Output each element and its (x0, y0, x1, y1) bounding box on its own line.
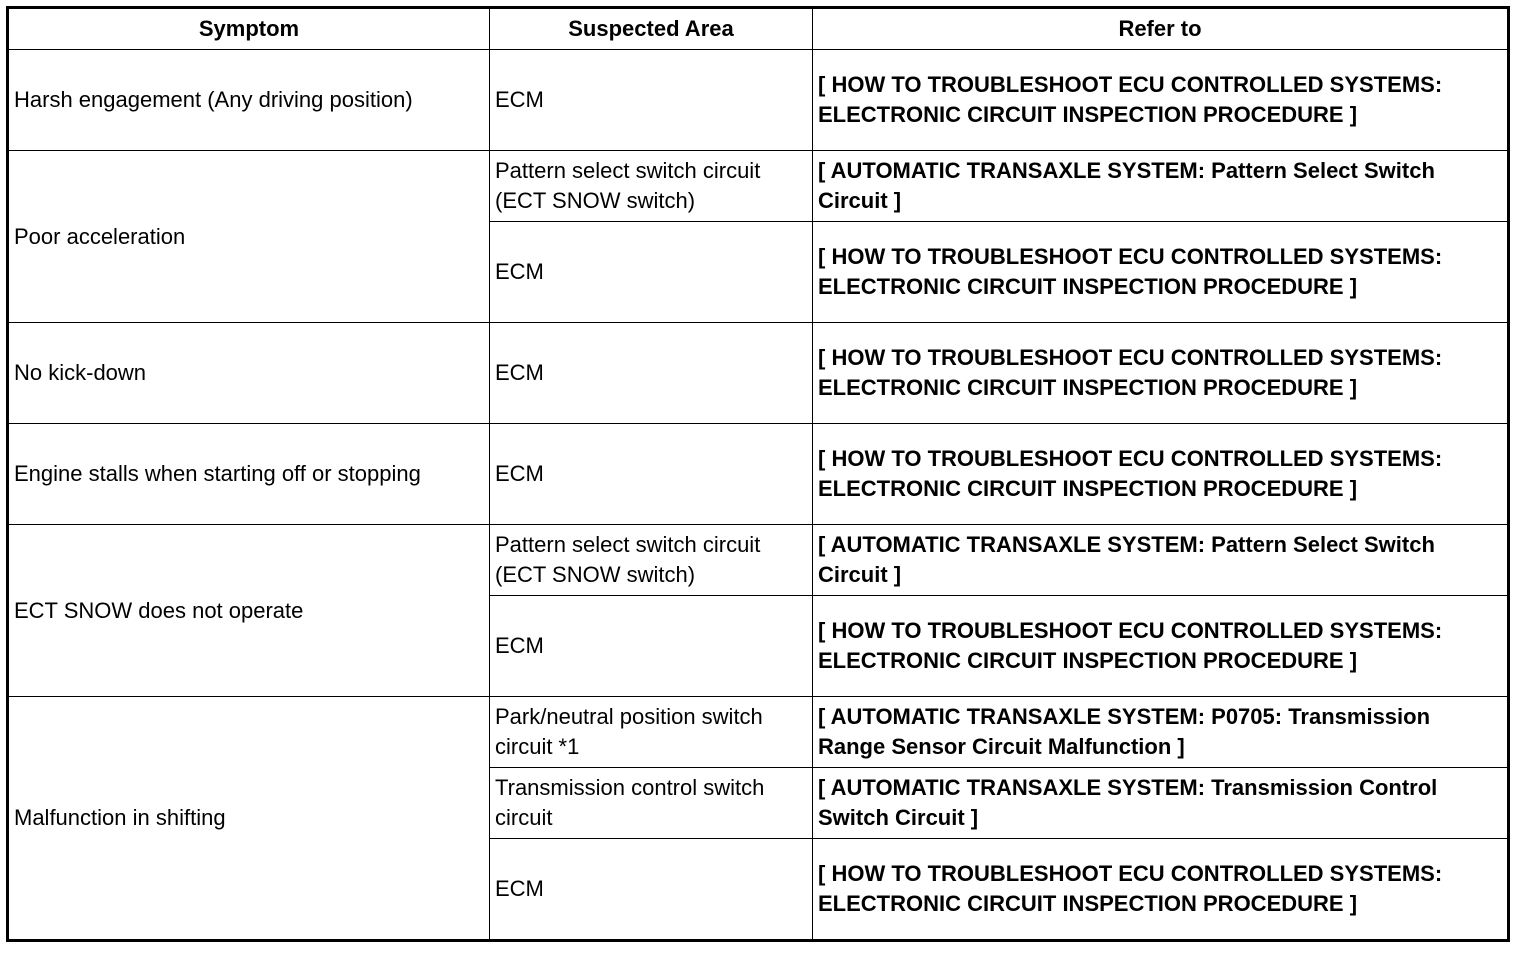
refer-to-cell: [ AUTOMATIC TRANSAXLE SYSTEM: Transmission Control Switch Circuit ] (813, 768, 1509, 839)
table-row (8, 424, 1509, 525)
suspected-area-cell: ECM (490, 323, 813, 424)
header-symptom: Symptom (8, 8, 490, 50)
table-row (8, 151, 1509, 222)
symptom-cell: Engine stalls when starting off or stopping (8, 424, 490, 525)
header-refer-to: Refer to (813, 8, 1509, 50)
suspected-area-cell: ECM (490, 596, 813, 697)
refer-to-cell: [ HOW TO TROUBLESHOOT ECU CONTROLLED SYSTEMS: ELECTRONIC CIRCUIT INSPECTION PROCEDURE ] (813, 839, 1509, 941)
symptom-cell: Malfunction in shifting (8, 697, 490, 941)
table-row (8, 323, 1509, 424)
suspected-area-cell: ECM (490, 50, 813, 151)
refer-to-cell: [ AUTOMATIC TRANSAXLE SYSTEM: Pattern Select Switch Circuit ] (813, 525, 1509, 596)
refer-to-cell: [ AUTOMATIC TRANSAXLE SYSTEM: P0705: Transmission Range Sensor Circuit Malfunction ] (813, 697, 1509, 768)
refer-to-cell: [ AUTOMATIC TRANSAXLE SYSTEM: Pattern Select Switch Circuit ] (813, 151, 1509, 222)
symptom-cell: ECT SNOW does not operate (8, 525, 490, 697)
table-row (8, 697, 1509, 768)
refer-to-cell: [ HOW TO TROUBLESHOOT ECU CONTROLLED SYSTEMS: ELECTRONIC CIRCUIT INSPECTION PROCEDURE ] (813, 50, 1509, 151)
suspected-area-cell: Transmission control switch circuit (490, 768, 813, 839)
symptom-cell: No kick-down (8, 323, 490, 424)
suspected-area-cell: Pattern select switch circuit (ECT SNOW switch) (490, 151, 813, 222)
refer-to-cell: [ HOW TO TROUBLESHOOT ECU CONTROLLED SYSTEMS: ELECTRONIC CIRCUIT INSPECTION PROCEDURE ] (813, 424, 1509, 525)
suspected-area-cell: ECM (490, 839, 813, 941)
refer-to-cell: [ HOW TO TROUBLESHOOT ECU CONTROLLED SYSTEMS: ELECTRONIC CIRCUIT INSPECTION PROCEDURE ] (813, 222, 1509, 323)
suspected-area-cell: ECM (490, 424, 813, 525)
refer-to-cell: [ HOW TO TROUBLESHOOT ECU CONTROLLED SYSTEMS: ELECTRONIC CIRCUIT INSPECTION PROCEDURE ] (813, 323, 1509, 424)
symptom-cell: Harsh engagement (Any driving position) (8, 50, 490, 151)
table-row (8, 50, 1509, 151)
header-suspected-area: Suspected Area (490, 8, 813, 50)
symptom-table (6, 6, 1510, 942)
refer-to-cell: [ HOW TO TROUBLESHOOT ECU CONTROLLED SYSTEMS: ELECTRONIC CIRCUIT INSPECTION PROCEDURE ] (813, 596, 1509, 697)
suspected-area-cell: ECM (490, 222, 813, 323)
symptom-cell: Poor acceleration (8, 151, 490, 323)
header-row (8, 8, 1509, 50)
table-row (8, 525, 1509, 596)
suspected-area-cell: Park/neutral position switch circuit *1 (490, 697, 813, 768)
suspected-area-cell: Pattern select switch circuit (ECT SNOW switch) (490, 525, 813, 596)
